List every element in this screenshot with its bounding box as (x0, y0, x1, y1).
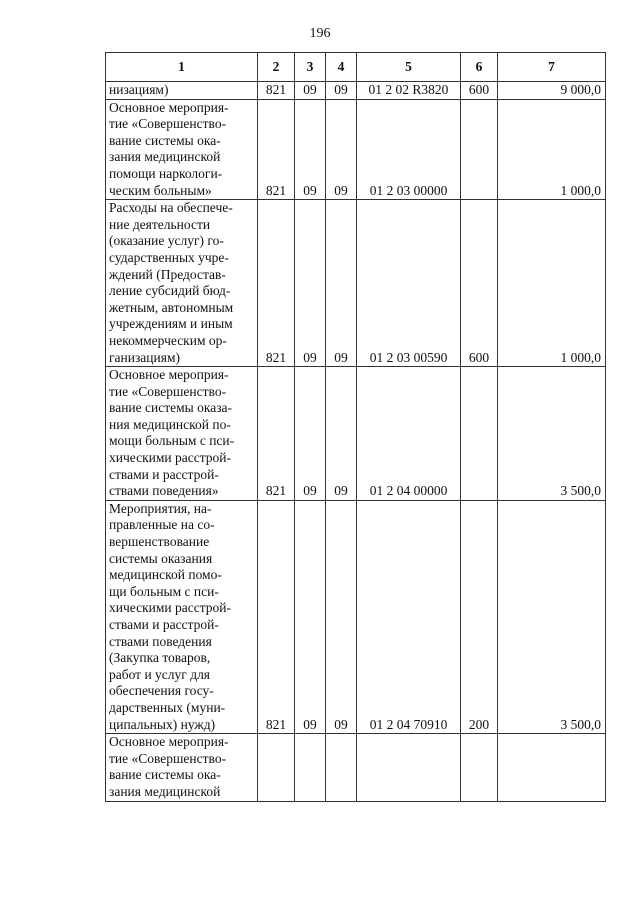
amount: 1 000,0 (498, 200, 606, 367)
row-description (106, 200, 258, 367)
description-line: ние деятельности (109, 216, 211, 232)
table-row (106, 500, 606, 733)
description-line: Расходы на обеспече- (109, 200, 233, 216)
description-line: ганизациям) (109, 349, 181, 365)
subsection-code (326, 734, 357, 801)
row-description (106, 99, 258, 200)
description-line: Основное мероприя- (109, 99, 229, 115)
expense-type-code (461, 734, 498, 801)
description-line: ципальных) нужд) (109, 716, 216, 732)
description-line: ление субсидий бюд- (109, 283, 231, 299)
subsection-code: 09 (326, 82, 357, 100)
description-line: щи больным с пси- (109, 583, 219, 599)
section-code: 09 (295, 367, 326, 501)
description-line: ждений (Предостав- (109, 266, 226, 282)
header-col-2: 2 (258, 53, 295, 82)
expense-type-code: 600 (461, 200, 498, 367)
section-code: 09 (295, 99, 326, 200)
description-line: Основное мероприя- (109, 367, 229, 383)
header-col-6: 6 (461, 53, 498, 82)
ministry-code: 821 (258, 82, 295, 100)
description-line: сударственных учре- (109, 249, 229, 265)
description-line: некоммерческим ор- (109, 332, 227, 348)
description-line: тие «Совершенство- (109, 750, 227, 766)
ministry-code: 821 (258, 99, 295, 200)
target-article-code (357, 734, 461, 801)
target-article-code: 01 2 04 00000 (357, 367, 461, 501)
description-line: ствами и расстрой- (109, 466, 219, 482)
table-row (106, 82, 606, 100)
description-line: ствами поведения» (109, 483, 219, 499)
amount (498, 734, 606, 801)
subsection-code: 09 (326, 367, 357, 501)
table-row (106, 200, 606, 367)
table-row (106, 99, 606, 200)
expense-type-code (461, 367, 498, 501)
description-line: помощи наркологи- (109, 165, 223, 181)
description-line: жетным, автономным (109, 299, 234, 315)
row-description (106, 500, 258, 733)
amount: 3 500,0 (498, 367, 606, 501)
description-line: системы оказания (109, 550, 213, 566)
row-description (106, 82, 258, 100)
section-code: 09 (295, 500, 326, 733)
description-line: обеспечения госу- (109, 683, 214, 699)
expense-type-code: 600 (461, 82, 498, 100)
description-line: ческим больным» (109, 182, 212, 198)
description-line: зания медицинской (109, 783, 221, 799)
subsection-code: 09 (326, 99, 357, 200)
description-line: Мероприятия, на- (109, 500, 212, 516)
header-col-5: 5 (357, 53, 461, 82)
expense-type-code (461, 99, 498, 200)
header-col-1: 1 (106, 53, 258, 82)
description-line: (Закупка товаров, (109, 650, 211, 666)
target-article-code: 01 2 02 R3820 (357, 82, 461, 100)
description-line: мощи больным с пси- (109, 433, 235, 449)
ministry-code: 821 (258, 200, 295, 367)
description-line: тие «Совершенство- (109, 116, 227, 132)
description-line: вание системы оказа- (109, 400, 233, 416)
description-line: вание системы ока- (109, 767, 221, 783)
description-line: зания медицинской (109, 149, 221, 165)
budget-table (105, 52, 606, 802)
description-line: хическими расстрой- (109, 450, 232, 466)
target-article-code: 01 2 03 00590 (357, 200, 461, 367)
table-row (106, 367, 606, 501)
description-line: вание системы ока- (109, 132, 221, 148)
target-article-code: 01 2 04 70910 (357, 500, 461, 733)
description-line: ния медицинской по- (109, 416, 231, 432)
target-article-code: 01 2 03 00000 (357, 99, 461, 200)
amount: 3 500,0 (498, 500, 606, 733)
expense-type-code: 200 (461, 500, 498, 733)
page-number: 196 (309, 26, 331, 41)
description-line: ствами поведения (109, 633, 212, 649)
row-description (106, 734, 258, 801)
description-line: работ и услуг для (109, 666, 211, 682)
section-code (295, 734, 326, 801)
description-line: учреждениям и иным (109, 316, 233, 332)
ministry-code: 821 (258, 500, 295, 733)
header-col-7: 7 (498, 53, 606, 82)
header-col-4: 4 (326, 53, 357, 82)
ministry-code (258, 734, 295, 801)
row-description (106, 367, 258, 501)
description-line: ствами и расстрой- (109, 617, 219, 632)
description-line: Основное мероприя- (109, 734, 229, 750)
subsection-code: 09 (326, 500, 357, 733)
table-row (106, 734, 606, 801)
section-code: 09 (295, 82, 326, 100)
description-line: дарственных (муни- (109, 699, 226, 715)
header-col-3: 3 (295, 53, 326, 82)
header-row (106, 53, 606, 82)
description-line: правленные на со- (109, 517, 215, 533)
amount: 9 000,0 (498, 82, 606, 100)
description-line: тие «Совершенство- (109, 383, 227, 399)
description-line: медицинской помо- (109, 567, 222, 583)
description-line: (оказание услуг) го- (109, 233, 224, 249)
ministry-code: 821 (258, 367, 295, 501)
subsection-code: 09 (326, 200, 357, 367)
amount: 1 000,0 (498, 99, 606, 200)
description-line: хическими расстрой- (109, 600, 232, 616)
description-line: низациям) (109, 82, 169, 97)
description-line: вершенствование (109, 534, 210, 550)
section-code: 09 (295, 200, 326, 367)
